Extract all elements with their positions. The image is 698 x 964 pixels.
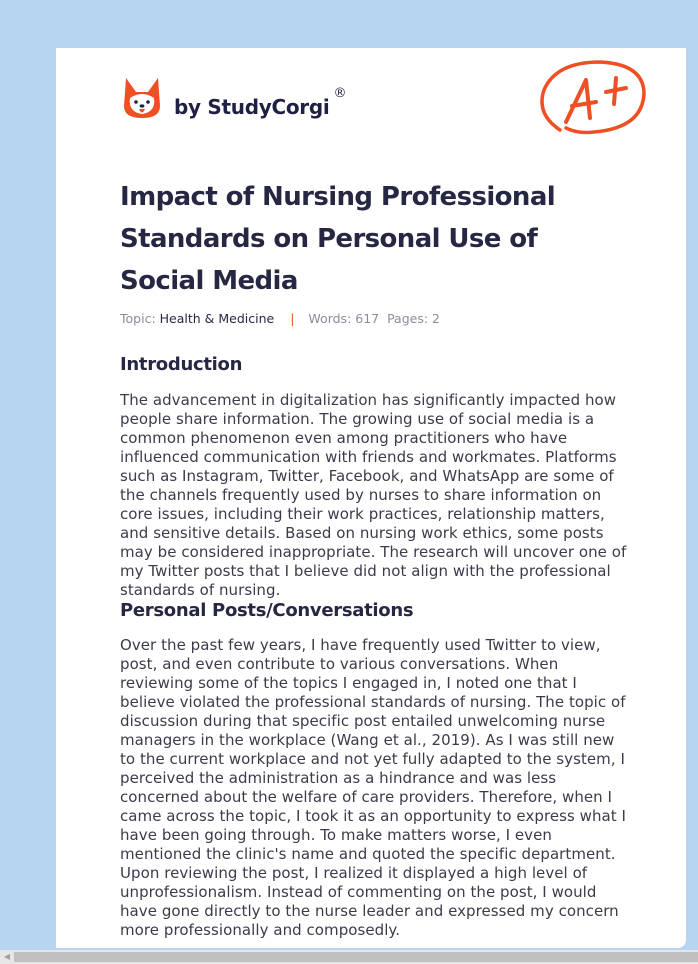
- scrollbar-thumb[interactable]: [14, 952, 698, 962]
- word-count: Words: 617: [308, 311, 380, 326]
- topic-link[interactable]: Health & Medicine: [159, 311, 275, 326]
- section-body-personal-posts: Over the past few years, I have frequently used Twitter to view, post, and even contribute to various conversations. When reviewing some of the topics I engaged in, I noted one that I believe violated the professional standards of nursing. The topic of discussion during that specific post entailed unwelcoming nurse managers in the workplace (Wang et al., 2019). As I was still new to the current workplace and not yet fully adapted to the system, I perceived the administration as a hindrance and was less concerned about the welfare of care providers. Therefore, when I came across the topic, I took it as an opportunity to express what I have been going through. To make matters worse, I even mentioned the clinic's name and quoted the specific department. Upon reviewing the post, I realized it displayed a high level of unprofessionalism. Instead of commenting on the post, I would have gone directly to the nurse leader and expressed my concern more professionally and composedly.: [120, 636, 627, 939]
- brand-name: by StudyCorgi: [174, 95, 330, 119]
- a-plus-grade-icon: [538, 58, 650, 140]
- corgi-icon: [122, 76, 162, 122]
- registered-mark: ®: [333, 86, 347, 101]
- section-body-introduction: The advancement in digitalization has significantly impacted how people share information. The growing use of social media is a common phenomenon even among practitioners who have influenced communication with friends and workmates. Platforms such as Instagram, Twitter, Facebook, and WhatsApp are some of the channels frequently used by nurses to share information on core issues, including their work practices, relationship matters, and sensitive details. Based on nursing work ethics, some posts may be considered inappropriate. The research will uncover one of my Twitter posts that I believe did not align with the professional standards of nursing.: [120, 391, 627, 599]
- section-heading-introduction: Introduction: [120, 354, 243, 375]
- horizontal-scrollbar[interactable]: [0, 950, 698, 964]
- document-meta: [120, 311, 440, 326]
- section-heading-personal-posts: Personal Posts/Conversations: [120, 600, 414, 621]
- topic-label: Topic:: [120, 311, 156, 326]
- document-page: [56, 48, 686, 948]
- document-title: Impact of Nursing Professional Standards on Personal Use of Social Media: [120, 182, 556, 296]
- studycorgi-logo[interactable]: [122, 76, 346, 122]
- meta-separator: |: [290, 311, 295, 326]
- scroll-left-arrow-icon[interactable]: ◀: [3, 952, 11, 961]
- page-count: Pages: 2: [387, 311, 440, 326]
